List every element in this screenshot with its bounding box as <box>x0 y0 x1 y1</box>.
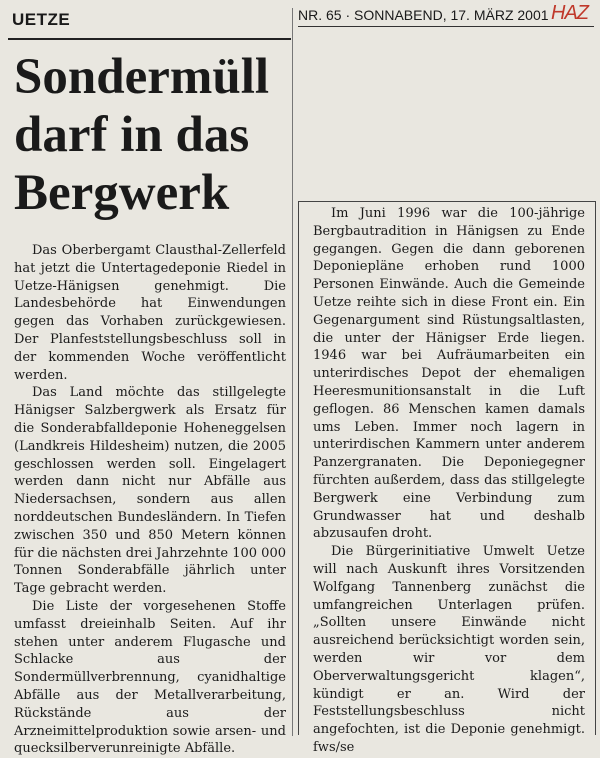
section-rule <box>8 38 291 40</box>
paragraph: Die Bürgerinitiative Umwelt Uetze will nach Auskunft ihres Vorsitzenden Wolfgang Tannenberg zunächst die umfangreichen Unterlagen prüfen. „Sollten unsere Einwände nicht ausreichend berücksichtigt worden sein, werden wir vor dem Oberverwaltungsgericht klagen“, kündigt er an. Wird der Feststellungsbeschluss nicht angefochten, ist die Deponie genehmigt. fws/se <box>313 544 585 755</box>
headline-line-1: Sondermüll <box>14 49 270 105</box>
masthead-dateline: NR. 65 · SONNABEND, 17. MÄRZ 2001 <box>298 7 549 23</box>
paragraph: Die Liste der vorgesehenen Stoffe umfasst dreieinhalb Seiten. Auf ihr stehen unter anderem Flugasche und Schlacke aus der Sondermüllverbrennung, cyanidhaltige Abfälle aus der Metallverarbeitung, Rückstände aus der Arzneimittelproduktion sowie arsen- und quecksilberverunreinigte Abfälle. <box>14 598 286 757</box>
column-divider <box>292 8 293 736</box>
article-column-right <box>313 205 585 757</box>
headline-line-2: darf in das <box>14 107 250 163</box>
newspaper-logo: HAZ <box>551 2 588 24</box>
article-column-left <box>14 242 286 758</box>
section-label: UETZE <box>12 10 71 29</box>
headline <box>14 48 292 222</box>
paragraph: Im Juni 1996 war die 100-jährige Bergbautradition in Hänigsen zu Ende gegangen. Gegen die dann geborenen Deponiepläne erhoben rund 1000 Personen Einwände. Auch die Gemeinde Uetze reihte sich in diese Front ein. Ein Gegenargument sind Rüstungsaltlasten, die unter der Hänigser Erde liegen. 1946 war bei Aufräumarbeiten ein unterirdisches Depot der ehemaligen Heeresmunitionsanstalt in die Luft geflogen. 86 Menschen kamen damals ums Leben. Immer noch lagern in unterirdischen Kammern unter anderem Panzergranaten. Die Deponiegegner fürchten außerdem, dass das stillgelegte Bergwerk eine Verbindung zum Grundwasser hat und deshalb abzusaufen droht. <box>313 206 585 542</box>
paragraph: Das Oberbergamt Clausthal-Zellerfeld hat jetzt die Untertagedeponie Riedel in Uetze-Hänigsen genehmigt. Die Landesbehörde hat Einwendungen gegen das Vorhaben zurückgewiesen. Der Planfeststellungsbeschluss soll in der kommenden Woche veröffentlicht werden. <box>14 243 286 383</box>
headline-line-3: Bergwerk <box>14 165 230 221</box>
paragraph: Das Land möchte das stillgelegte Hänigser Salzbergwerk als Ersatz für die Sonderabfalldeponie Hoheneggelsen (Landkreis Hildesheim) nutzen, die 2005 geschlossen werden soll. Eingelagert werden dann nicht nur Abfälle aus Niedersachsen, sondern aus allen norddeutschen Bundesländern. In Tiefen zwischen 350 und 850 Metern können für die nächsten drei Jahrzehnte 100 000 Tonnen Sonderabfälle jährlich unter Tage gebracht werden. <box>14 385 286 597</box>
masthead-rule <box>298 26 594 27</box>
